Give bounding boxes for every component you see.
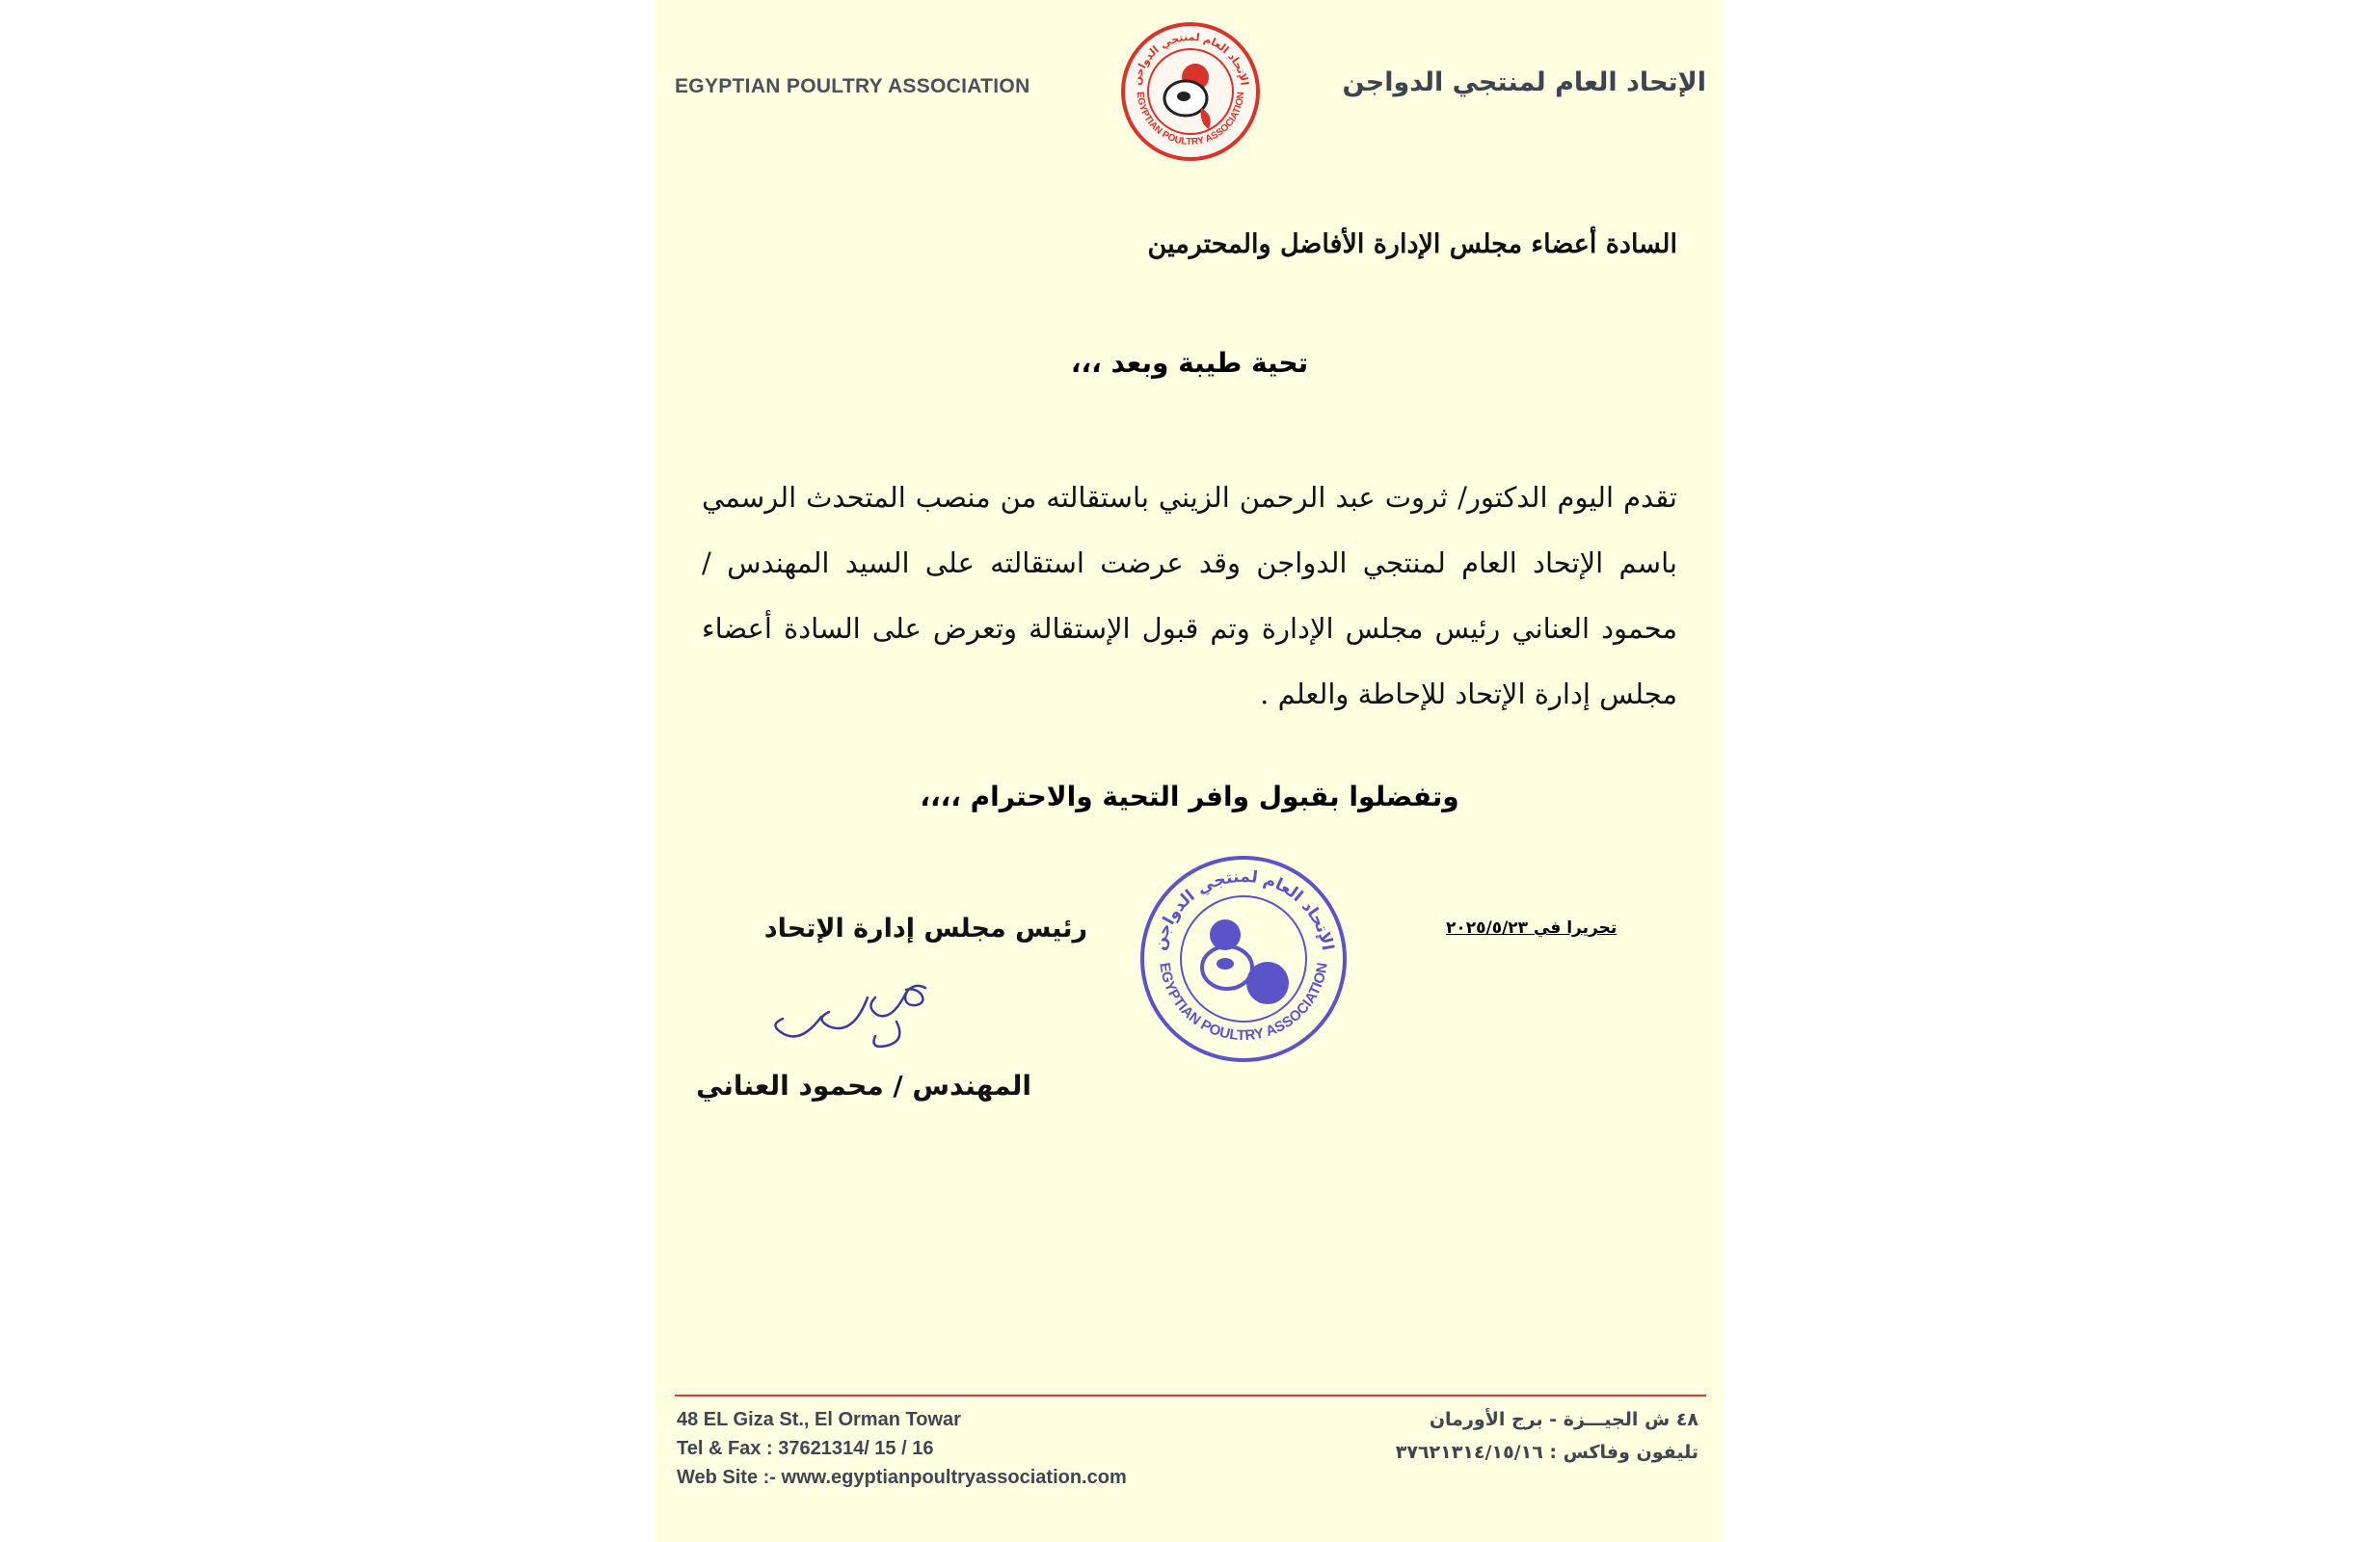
handwritten-signature bbox=[762, 969, 954, 1055]
footer-phone-ar: تليفون وفاكس : ٣٧٦٢١٣١٤/١٥/١٦ bbox=[1395, 1442, 1698, 1463]
letter-page bbox=[655, 0, 1724, 1542]
footer-website: Web Site :- www.egyptianpoultryassociation.com bbox=[677, 1467, 1127, 1488]
svg-text:الإتحاد العام لمنتجي الدواجن: الإتحاد العام لمنتجي الدواجن bbox=[1149, 866, 1338, 952]
footer-address-ar: ٤٨ ش الجيـــزة - برج الأورمان bbox=[1429, 1409, 1698, 1430]
greeting: تحية طيبة وبعد ،،، bbox=[1070, 347, 1309, 379]
footer-phone-en: Tel & Fax : 37621314/ 15 / 16 bbox=[677, 1438, 934, 1459]
svg-text:الإتحاد العام لمنتجي الدواجن: الإتحاد العام لمنتجي الدواجن bbox=[1130, 30, 1251, 87]
association-logo bbox=[1118, 19, 1263, 164]
letterhead-english-name: EGYPTIAN POULTRY ASSOCIATION bbox=[675, 75, 1030, 97]
association-stamp bbox=[1133, 848, 1354, 1070]
footer-address-en: 48 EL Giza St., El Orman Towar bbox=[677, 1409, 961, 1430]
letter-body: تقدم اليوم الدكتور/ ثروت عبد الرحمن الزيني باستقالته من منصب المتحدث الرسمي باسم الإتحاد العام لمنتجي الدواجن وقد عرضت استقالته على السيد المهندس / محمود العناني رئيس مجلس الإدارة وتم قبول الإستقالة وتعرض على السادة أعضاء مجلس إدارة الإتحاد للإحاطة والعلم . bbox=[702, 481, 1677, 710]
closing-line: وتفضلوا بقبول وافر التحية والاحترام ،،،، bbox=[920, 781, 1459, 812]
signatory-name: المهندس / محمود العناني bbox=[696, 1070, 1031, 1102]
signatory-title: رئيس مجلس إدارة الإتحاد bbox=[763, 914, 1087, 944]
footer-divider bbox=[675, 1395, 1706, 1396]
addressee-text: السادة أعضاء مجلس الإدارة الأفاضل والمحترمين bbox=[1147, 229, 1677, 259]
letterhead-arabic-name: الإتحاد العام لمنتجي الدواجن bbox=[1342, 67, 1706, 97]
svg-text:EGYPTIAN POULTRY ASSOCIATION: EGYPTIAN POULTRY ASSOCIATION bbox=[1134, 91, 1247, 148]
svg-text:EGYPTIAN POULTRY ASSOCIATION: EGYPTIAN POULTRY ASSOCIATION bbox=[1156, 961, 1331, 1045]
issue-date: تحريرا في ٢٠٢٥/٥/٢٣ bbox=[1446, 918, 1618, 938]
addressee bbox=[1148, 229, 1677, 259]
